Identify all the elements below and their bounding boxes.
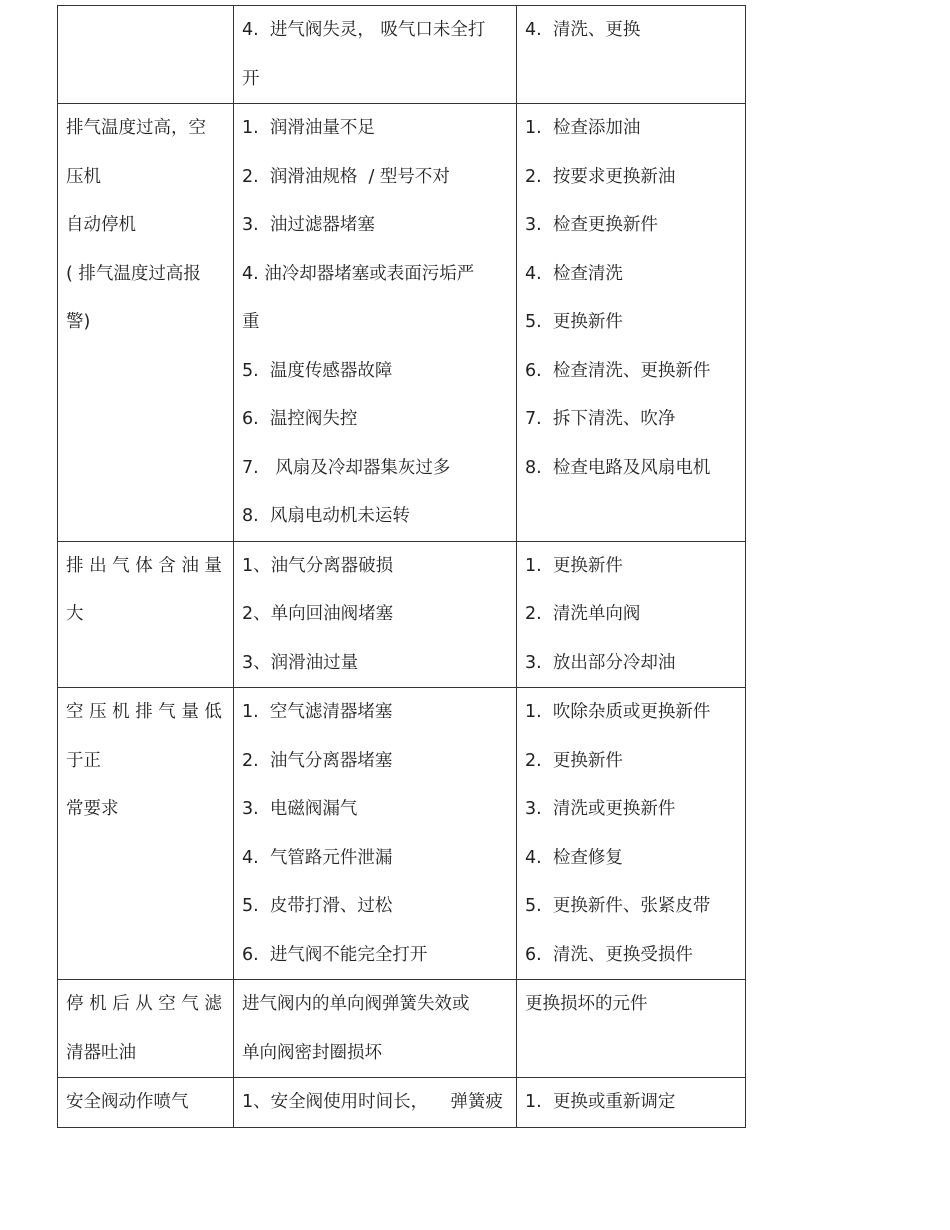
fault-cell <box>58 104 234 542</box>
fault-cell <box>58 541 234 688</box>
remedy-line: 6. 检查清洗、更换新件 <box>525 360 711 381</box>
fault-line: 自动停机 <box>66 215 136 235</box>
table-row <box>58 6 746 104</box>
cause-line: 开 <box>242 68 260 89</box>
fault-line: 排气温度过高，空 <box>66 118 206 138</box>
remedy-line: 2. 清洗单向阀 <box>525 604 641 624</box>
remedy-line: 5. 更换新件、张紧皮带 <box>525 896 711 916</box>
cause-line: 5. 皮带打滑、过松 <box>242 896 393 916</box>
table-row <box>58 688 746 980</box>
fault-line: ( 排气温度过高报 <box>66 263 201 284</box>
fault-cell <box>58 688 234 980</box>
fault-cell <box>58 1078 234 1128</box>
cause-line: 6. 进气阀不能完全打开 <box>242 944 428 965</box>
remedy-line: 1. 吹除杂质或更换新件 <box>525 702 711 722</box>
cause-line: 重 <box>242 312 260 332</box>
cause-line: 单向阀密封圈损坏 <box>242 1042 382 1063</box>
cause-line: 2. 油气分离器堵塞 <box>242 750 393 771</box>
cause-line: 2、单向回油阀堵塞 <box>242 604 394 624</box>
cause-line: 进气阀内的单向阀弹簧失效或 <box>242 994 470 1014</box>
remedy-line: 4. 清洗、更换 <box>525 20 641 40</box>
fault-line: 压机 <box>66 166 101 187</box>
cause-cell <box>234 104 517 542</box>
fault-line: 常要求 <box>66 799 119 819</box>
fault-line: 空 压 机 排 气 量 低 <box>66 702 222 722</box>
table-row <box>58 541 746 688</box>
cause-line: 3. 油过滤器堵塞 <box>242 215 375 235</box>
remedy-line: 1. 检查添加油 <box>525 118 641 138</box>
fault-line: 大 <box>66 604 84 624</box>
fault-line: 停 机 后 从 空 气 滤 <box>66 994 222 1014</box>
cause-line: 1、安全阀使用时间长， 弹簧疲 <box>242 1092 503 1112</box>
remedy-line: 3. 清洗或更换新件 <box>525 799 676 819</box>
cause-cell <box>234 1078 517 1128</box>
fault-cell <box>58 980 234 1078</box>
remedy-line: 4. 检查清洗 <box>525 263 623 284</box>
table-row <box>58 1078 746 1128</box>
remedy-line: 3. 检查更换新件 <box>525 215 658 235</box>
cause-line: 5. 温度传感器故障 <box>242 360 393 381</box>
cause-line: 1. 润滑油量不足 <box>242 118 375 138</box>
table-row <box>58 980 746 1078</box>
cause-line: 4. 进气阀失灵， 吸气口未全打 <box>242 20 486 40</box>
fault-line: 于正 <box>66 750 101 771</box>
cause-cell <box>234 6 517 104</box>
remedy-line: 5. 更换新件 <box>525 312 623 332</box>
cause-line: 3. 电磁阀漏气 <box>242 799 358 819</box>
remedy-cell <box>517 104 746 542</box>
cause-line: 7. 风扇及冷却器集灰过多 <box>242 457 451 478</box>
cause-line: 4. 油冷却器堵塞或表面污垢严 <box>242 263 475 284</box>
cause-line: 3、润滑油过量 <box>242 652 359 673</box>
remedy-line: 2. 按要求更换新油 <box>525 166 676 187</box>
cause-line: 2. 润滑油规格 / 型号不对 <box>242 166 450 187</box>
remedy-line: 8. 检查电路及风扇电机 <box>525 457 711 478</box>
table-row <box>58 104 746 542</box>
fault-line: 清器吐油 <box>66 1042 136 1063</box>
cause-line: 4. 气管路元件泄漏 <box>242 847 393 868</box>
remedy-line: 2. 更换新件 <box>525 750 623 771</box>
remedy-line: 6. 清洗、更换受损件 <box>525 944 693 965</box>
cause-cell <box>234 688 517 980</box>
fault-line: 排 出 气 体 含 油 量 <box>66 555 222 576</box>
cause-line: 1. 空气滤清器堵塞 <box>242 702 393 722</box>
remedy-cell <box>517 541 746 688</box>
remedy-cell <box>517 980 746 1078</box>
fault-table <box>57 5 746 1128</box>
cause-cell <box>234 541 517 688</box>
remedy-cell <box>517 688 746 980</box>
remedy-cell <box>517 6 746 104</box>
remedy-line: 更换损坏的元件 <box>525 994 648 1014</box>
remedy-line: 1. 更换或重新调定 <box>525 1092 676 1112</box>
cause-line: 6. 温控阀失控 <box>242 409 358 429</box>
fault-cell <box>58 6 234 104</box>
fault-line: 警) <box>66 312 91 332</box>
remedy-line: 7. 拆下清洗、吹净 <box>525 409 676 429</box>
remedy-line: 4. 检查修复 <box>525 847 623 868</box>
cause-line: 8. 风扇电动机未运转 <box>242 506 410 526</box>
remedy-line: 1. 更换新件 <box>525 555 623 576</box>
remedy-line: 3. 放出部分冷却油 <box>525 652 676 673</box>
remedy-cell <box>517 1078 746 1128</box>
cause-line: 1、油气分离器破损 <box>242 555 394 576</box>
cause-cell <box>234 980 517 1078</box>
fault-line: 安全阀动作喷气 <box>66 1092 189 1112</box>
